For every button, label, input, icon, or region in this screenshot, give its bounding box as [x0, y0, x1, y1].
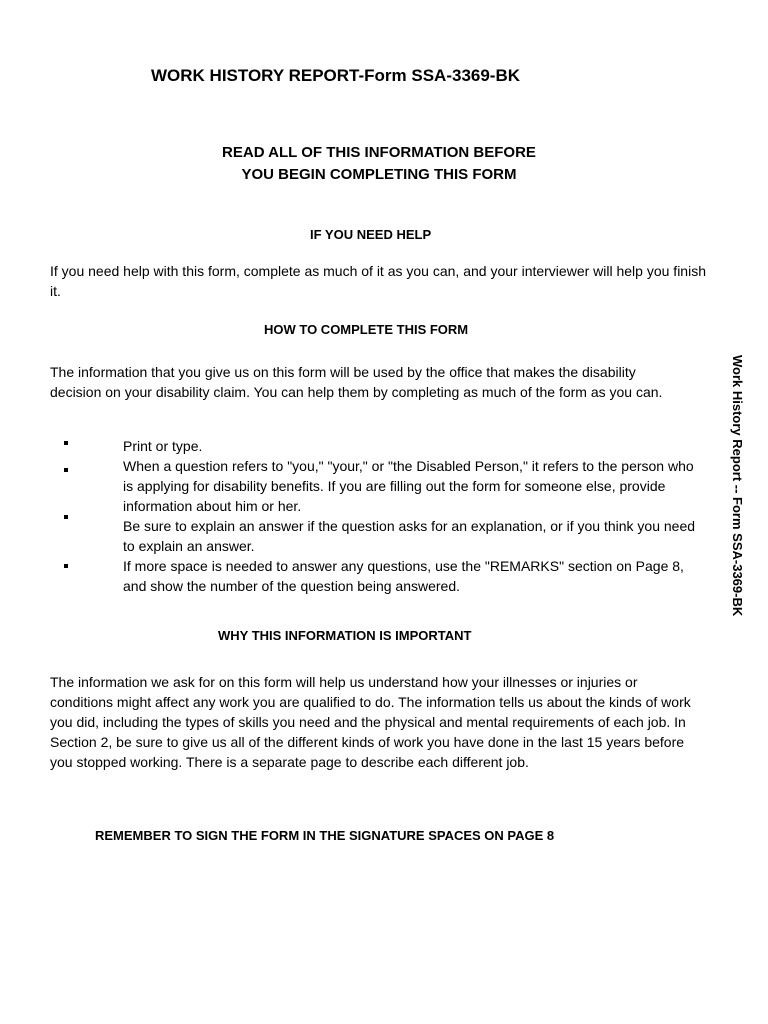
bullet-text: Be sure to explain an answer if the question asks for an explanation, or if you think you need to explain an answer. — [123, 518, 696, 554]
bullet-icon — [64, 564, 68, 568]
why-paragraph: The information we ask for on this form will help us understand how your illnesses or injuries or conditions might affect any work you are qualified to do. The information tells us about the kinds of work you did, including the types of skills you need and the physical and mental requirements of each job. In Section 2, be sure to give us all of the different kinds of work you have done in the last 15 years before you stopped working. There is a separate page to describe each different job. — [50, 674, 691, 770]
help-heading: IF YOU NEED HELP — [310, 227, 432, 242]
list-item — [0, 436, 720, 456]
help-paragraph: If you need help with this form, complete as much of it as you can, and your interviewer will help you finish it. — [50, 263, 706, 299]
list-item — [0, 516, 720, 556]
instructions-subtitle — [0, 142, 758, 186]
instructions-bullet-list — [0, 436, 720, 596]
how-heading: HOW TO COMPLETE THIS FORM — [264, 322, 469, 337]
side-form-label: Work History Report -- Form SSA-3369-BK — [730, 355, 745, 617]
page-title: WORK HISTORY REPORT-Form SSA-3369-BK — [151, 66, 521, 85]
signature-reminder: REMEMBER TO SIGN THE FORM IN THE SIGNATURE SPACES ON PAGE 8 — [95, 828, 555, 843]
why-heading: WHY THIS INFORMATION IS IMPORTANT — [218, 628, 472, 643]
bullet-text: Print or type. — [123, 438, 203, 454]
how-paragraph: The information that you give us on this form will be used by the office that makes the disability decision on your disability claim. You can help them by completing as much of the form as you can. — [50, 364, 663, 400]
list-item — [0, 456, 720, 516]
bullet-icon — [64, 515, 68, 519]
bullet-text: When a question refers to "you," "your," or "the Disabled Person," it refers to the person who is applying for disability benefits. If you are filling out the form for someone else, provide information about him or her. — [123, 458, 694, 514]
bullet-icon — [64, 468, 68, 472]
bullet-icon — [64, 441, 68, 445]
bullet-text: If more space is needed to answer any questions, use the "REMARKS" section on Page 8, and show the number of the question being answered. — [123, 558, 684, 594]
list-item — [0, 556, 720, 596]
subtitle-line-2: YOU BEGIN COMPLETING THIS FORM — [241, 166, 517, 183]
subtitle-line-1: READ ALL OF THIS INFORMATION BEFORE — [222, 144, 536, 161]
